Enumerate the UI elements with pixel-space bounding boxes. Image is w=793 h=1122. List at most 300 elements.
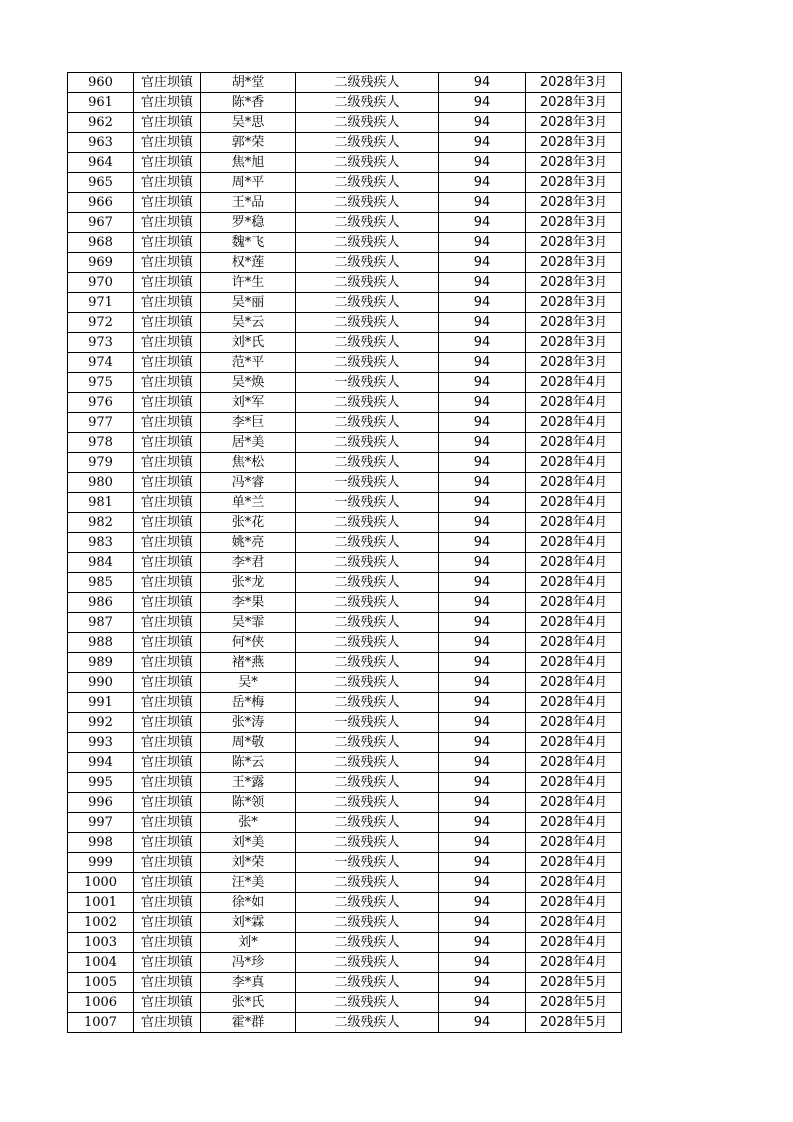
date-cell: 2028年4月 xyxy=(526,573,622,593)
table-row xyxy=(68,833,622,853)
disability-level-cell: 二级残疾人 xyxy=(296,273,439,293)
date-cell: 2028年5月 xyxy=(526,973,622,993)
subsidy-amount-cell: 94 xyxy=(439,753,526,773)
name-cell: 许*生 xyxy=(201,273,296,293)
table-row xyxy=(68,93,622,113)
table-row xyxy=(68,633,622,653)
date-cell: 2028年4月 xyxy=(526,653,622,673)
date-cell: 2028年4月 xyxy=(526,933,622,953)
table-row xyxy=(68,953,622,973)
row-number-cell: 999 xyxy=(68,853,134,873)
disability-level-cell: 二级残疾人 xyxy=(296,973,439,993)
table-row xyxy=(68,693,622,713)
disability-level-cell: 二级残疾人 xyxy=(296,133,439,153)
name-cell: 居*美 xyxy=(201,433,296,453)
date-cell: 2028年3月 xyxy=(526,293,622,313)
row-number-cell: 961 xyxy=(68,93,134,113)
date-cell: 2028年4月 xyxy=(526,413,622,433)
disability-level-cell: 二级残疾人 xyxy=(296,93,439,113)
row-number-cell: 981 xyxy=(68,493,134,513)
subsidy-amount-cell: 94 xyxy=(439,213,526,233)
subsidy-amount-cell: 94 xyxy=(439,173,526,193)
name-cell: 王*露 xyxy=(201,773,296,793)
subsidy-amount-cell: 94 xyxy=(439,693,526,713)
table-row xyxy=(68,733,622,753)
row-number-cell: 963 xyxy=(68,133,134,153)
subsidy-amount-cell: 94 xyxy=(439,193,526,213)
name-cell: 徐*如 xyxy=(201,893,296,913)
name-cell: 吴* xyxy=(201,673,296,693)
subsidy-amount-cell: 94 xyxy=(439,413,526,433)
subsidy-amount-cell: 94 xyxy=(439,473,526,493)
table-row xyxy=(68,1013,622,1033)
table-row xyxy=(68,453,622,473)
subsidy-amount-cell: 94 xyxy=(439,973,526,993)
table-row xyxy=(68,853,622,873)
row-number-cell: 989 xyxy=(68,653,134,673)
township-cell: 官庄坝镇 xyxy=(134,293,201,313)
date-cell: 2028年3月 xyxy=(526,333,622,353)
township-cell: 官庄坝镇 xyxy=(134,413,201,433)
subsidy-amount-cell: 94 xyxy=(439,373,526,393)
table-row xyxy=(68,713,622,733)
township-cell: 官庄坝镇 xyxy=(134,753,201,773)
date-cell: 2028年4月 xyxy=(526,733,622,753)
date-cell: 2028年3月 xyxy=(526,313,622,333)
township-cell: 官庄坝镇 xyxy=(134,713,201,733)
township-cell: 官庄坝镇 xyxy=(134,873,201,893)
disability-level-cell: 一级残疾人 xyxy=(296,493,439,513)
disability-level-cell: 二级残疾人 xyxy=(296,73,439,93)
subsidy-amount-cell: 94 xyxy=(439,353,526,373)
date-cell: 2028年4月 xyxy=(526,853,622,873)
township-cell: 官庄坝镇 xyxy=(134,773,201,793)
date-cell: 2028年4月 xyxy=(526,373,622,393)
disability-level-cell: 二级残疾人 xyxy=(296,153,439,173)
township-cell: 官庄坝镇 xyxy=(134,233,201,253)
row-number-cell: 1004 xyxy=(68,953,134,973)
date-cell: 2028年4月 xyxy=(526,633,622,653)
subsidy-amount-cell: 94 xyxy=(439,113,526,133)
table-row xyxy=(68,373,622,393)
table-row xyxy=(68,533,622,553)
table-row xyxy=(68,393,622,413)
row-number-cell: 962 xyxy=(68,113,134,133)
township-cell: 官庄坝镇 xyxy=(134,353,201,373)
table-row xyxy=(68,933,622,953)
name-cell: 权*莲 xyxy=(201,253,296,273)
name-cell: 褚*燕 xyxy=(201,653,296,673)
date-cell: 2028年4月 xyxy=(526,753,622,773)
date-cell: 2028年4月 xyxy=(526,433,622,453)
row-number-cell: 1006 xyxy=(68,993,134,1013)
date-cell: 2028年4月 xyxy=(526,693,622,713)
date-cell: 2028年4月 xyxy=(526,393,622,413)
name-cell: 汪*美 xyxy=(201,873,296,893)
name-cell: 焦*松 xyxy=(201,453,296,473)
disability-level-cell: 二级残疾人 xyxy=(296,593,439,613)
row-number-cell: 965 xyxy=(68,173,134,193)
subsidy-amount-cell: 94 xyxy=(439,573,526,593)
name-cell: 张*氏 xyxy=(201,993,296,1013)
disability-level-cell: 二级残疾人 xyxy=(296,893,439,913)
table-row xyxy=(68,413,622,433)
row-number-cell: 994 xyxy=(68,753,134,773)
disability-level-cell: 二级残疾人 xyxy=(296,193,439,213)
subsidy-amount-cell: 94 xyxy=(439,713,526,733)
date-cell: 2028年4月 xyxy=(526,713,622,733)
disability-level-cell: 二级残疾人 xyxy=(296,453,439,473)
subsidy-amount-cell: 94 xyxy=(439,293,526,313)
date-cell: 2028年4月 xyxy=(526,473,622,493)
subsidy-table xyxy=(67,72,622,1033)
table-row xyxy=(68,773,622,793)
row-number-cell: 997 xyxy=(68,813,134,833)
township-cell: 官庄坝镇 xyxy=(134,533,201,553)
subsidy-amount-cell: 94 xyxy=(439,813,526,833)
date-cell: 2028年3月 xyxy=(526,173,622,193)
name-cell: 冯*珍 xyxy=(201,953,296,973)
township-cell: 官庄坝镇 xyxy=(134,893,201,913)
disability-level-cell: 二级残疾人 xyxy=(296,733,439,753)
table-row xyxy=(68,433,622,453)
name-cell: 李*果 xyxy=(201,593,296,613)
township-cell: 官庄坝镇 xyxy=(134,593,201,613)
township-cell: 官庄坝镇 xyxy=(134,793,201,813)
row-number-cell: 978 xyxy=(68,433,134,453)
row-number-cell: 990 xyxy=(68,673,134,693)
subsidy-amount-cell: 94 xyxy=(439,273,526,293)
row-number-cell: 960 xyxy=(68,73,134,93)
subsidy-amount-cell: 94 xyxy=(439,913,526,933)
township-cell: 官庄坝镇 xyxy=(134,933,201,953)
table-row xyxy=(68,273,622,293)
date-cell: 2028年3月 xyxy=(526,273,622,293)
table-row xyxy=(68,793,622,813)
disability-level-cell: 二级残疾人 xyxy=(296,693,439,713)
name-cell: 张*龙 xyxy=(201,573,296,593)
date-cell: 2028年4月 xyxy=(526,593,622,613)
table-row xyxy=(68,293,622,313)
table-row xyxy=(68,473,622,493)
row-number-cell: 971 xyxy=(68,293,134,313)
name-cell: 胡*堂 xyxy=(201,73,296,93)
disability-level-cell: 二级残疾人 xyxy=(296,233,439,253)
date-cell: 2028年4月 xyxy=(526,533,622,553)
date-cell: 2028年4月 xyxy=(526,793,622,813)
township-cell: 官庄坝镇 xyxy=(134,453,201,473)
row-number-cell: 972 xyxy=(68,313,134,333)
name-cell: 张*花 xyxy=(201,513,296,533)
township-cell: 官庄坝镇 xyxy=(134,93,201,113)
disability-level-cell: 二级残疾人 xyxy=(296,573,439,593)
township-cell: 官庄坝镇 xyxy=(134,253,201,273)
subsidy-amount-cell: 94 xyxy=(439,873,526,893)
row-number-cell: 987 xyxy=(68,613,134,633)
township-cell: 官庄坝镇 xyxy=(134,973,201,993)
township-cell: 官庄坝镇 xyxy=(134,513,201,533)
row-number-cell: 968 xyxy=(68,233,134,253)
name-cell: 单*兰 xyxy=(201,493,296,513)
row-number-cell: 983 xyxy=(68,533,134,553)
disability-level-cell: 二级残疾人 xyxy=(296,933,439,953)
disability-level-cell: 二级残疾人 xyxy=(296,253,439,273)
disability-level-cell: 二级残疾人 xyxy=(296,313,439,333)
name-cell: 郭*荣 xyxy=(201,133,296,153)
row-number-cell: 992 xyxy=(68,713,134,733)
subsidy-amount-cell: 94 xyxy=(439,433,526,453)
township-cell: 官庄坝镇 xyxy=(134,953,201,973)
subsidy-amount-cell: 94 xyxy=(439,513,526,533)
date-cell: 2028年4月 xyxy=(526,613,622,633)
subsidy-amount-cell: 94 xyxy=(439,993,526,1013)
name-cell: 范*平 xyxy=(201,353,296,373)
township-cell: 官庄坝镇 xyxy=(134,653,201,673)
township-cell: 官庄坝镇 xyxy=(134,153,201,173)
subsidy-amount-cell: 94 xyxy=(439,853,526,873)
disability-level-cell: 二级残疾人 xyxy=(296,613,439,633)
name-cell: 刘*荣 xyxy=(201,853,296,873)
row-number-cell: 1002 xyxy=(68,913,134,933)
table-row xyxy=(68,213,622,233)
name-cell: 刘*霖 xyxy=(201,913,296,933)
township-cell: 官庄坝镇 xyxy=(134,633,201,653)
name-cell: 吴*丽 xyxy=(201,293,296,313)
row-number-cell: 982 xyxy=(68,513,134,533)
row-number-cell: 984 xyxy=(68,553,134,573)
name-cell: 王*品 xyxy=(201,193,296,213)
subsidy-amount-cell: 94 xyxy=(439,493,526,513)
table-row xyxy=(68,573,622,593)
name-cell: 吴*焕 xyxy=(201,373,296,393)
disability-level-cell: 二级残疾人 xyxy=(296,293,439,313)
date-cell: 2028年3月 xyxy=(526,353,622,373)
name-cell: 刘*美 xyxy=(201,833,296,853)
township-cell: 官庄坝镇 xyxy=(134,173,201,193)
subsidy-amount-cell: 94 xyxy=(439,453,526,473)
row-number-cell: 974 xyxy=(68,353,134,373)
disability-level-cell: 二级残疾人 xyxy=(296,413,439,433)
subsidy-amount-cell: 94 xyxy=(439,653,526,673)
date-cell: 2028年4月 xyxy=(526,673,622,693)
name-cell: 周*平 xyxy=(201,173,296,193)
date-cell: 2028年4月 xyxy=(526,833,622,853)
township-cell: 官庄坝镇 xyxy=(134,833,201,853)
subsidy-amount-cell: 94 xyxy=(439,933,526,953)
table-row xyxy=(68,993,622,1013)
township-cell: 官庄坝镇 xyxy=(134,393,201,413)
name-cell: 吴*云 xyxy=(201,313,296,333)
table-row xyxy=(68,813,622,833)
disability-level-cell: 一级残疾人 xyxy=(296,473,439,493)
name-cell: 张* xyxy=(201,813,296,833)
row-number-cell: 976 xyxy=(68,393,134,413)
subsidy-amount-cell: 94 xyxy=(439,233,526,253)
row-number-cell: 966 xyxy=(68,193,134,213)
date-cell: 2028年3月 xyxy=(526,253,622,273)
table-row xyxy=(68,593,622,613)
township-cell: 官庄坝镇 xyxy=(134,573,201,593)
disability-level-cell: 二级残疾人 xyxy=(296,213,439,233)
name-cell: 陈*香 xyxy=(201,93,296,113)
name-cell: 陈*领 xyxy=(201,793,296,813)
township-cell: 官庄坝镇 xyxy=(134,433,201,453)
subsidy-amount-cell: 94 xyxy=(439,673,526,693)
row-number-cell: 995 xyxy=(68,773,134,793)
name-cell: 岳*梅 xyxy=(201,693,296,713)
township-cell: 官庄坝镇 xyxy=(134,373,201,393)
row-number-cell: 964 xyxy=(68,153,134,173)
row-number-cell: 979 xyxy=(68,453,134,473)
row-number-cell: 998 xyxy=(68,833,134,853)
disability-level-cell: 一级残疾人 xyxy=(296,853,439,873)
disability-level-cell: 二级残疾人 xyxy=(296,513,439,533)
name-cell: 陈*云 xyxy=(201,753,296,773)
date-cell: 2028年4月 xyxy=(526,893,622,913)
table-row xyxy=(68,653,622,673)
disability-level-cell: 二级残疾人 xyxy=(296,553,439,573)
disability-level-cell: 二级残疾人 xyxy=(296,633,439,653)
row-number-cell: 991 xyxy=(68,693,134,713)
row-number-cell: 973 xyxy=(68,333,134,353)
table-row xyxy=(68,553,622,573)
disability-level-cell: 二级残疾人 xyxy=(296,813,439,833)
row-number-cell: 1001 xyxy=(68,893,134,913)
row-number-cell: 967 xyxy=(68,213,134,233)
township-cell: 官庄坝镇 xyxy=(134,853,201,873)
table-row xyxy=(68,133,622,153)
row-number-cell: 970 xyxy=(68,273,134,293)
subsidy-amount-cell: 94 xyxy=(439,153,526,173)
row-number-cell: 977 xyxy=(68,413,134,433)
date-cell: 2028年3月 xyxy=(526,113,622,133)
table-row xyxy=(68,153,622,173)
subsidy-amount-cell: 94 xyxy=(439,793,526,813)
name-cell: 李*巨 xyxy=(201,413,296,433)
table-row xyxy=(68,233,622,253)
township-cell: 官庄坝镇 xyxy=(134,273,201,293)
name-cell: 李*君 xyxy=(201,553,296,573)
row-number-cell: 975 xyxy=(68,373,134,393)
township-cell: 官庄坝镇 xyxy=(134,733,201,753)
date-cell: 2028年4月 xyxy=(526,813,622,833)
disability-level-cell: 二级残疾人 xyxy=(296,353,439,373)
township-cell: 官庄坝镇 xyxy=(134,613,201,633)
subsidy-amount-cell: 94 xyxy=(439,253,526,273)
subsidy-amount-cell: 94 xyxy=(439,833,526,853)
disability-level-cell: 一级残疾人 xyxy=(296,713,439,733)
name-cell: 魏*飞 xyxy=(201,233,296,253)
table-row xyxy=(68,173,622,193)
table-row xyxy=(68,253,622,273)
name-cell: 何*侠 xyxy=(201,633,296,653)
subsidy-amount-cell: 94 xyxy=(439,733,526,753)
row-number-cell: 988 xyxy=(68,633,134,653)
subsidy-amount-cell: 94 xyxy=(439,393,526,413)
table-row xyxy=(68,753,622,773)
name-cell: 姚*亮 xyxy=(201,533,296,553)
name-cell: 刘* xyxy=(201,933,296,953)
date-cell: 2028年5月 xyxy=(526,1013,622,1033)
row-number-cell: 993 xyxy=(68,733,134,753)
township-cell: 官庄坝镇 xyxy=(134,333,201,353)
row-number-cell: 1000 xyxy=(68,873,134,893)
date-cell: 2028年4月 xyxy=(526,773,622,793)
subsidy-amount-cell: 94 xyxy=(439,553,526,573)
name-cell: 吴*霏 xyxy=(201,613,296,633)
table-body xyxy=(68,73,622,1033)
row-number-cell: 969 xyxy=(68,253,134,273)
table-row xyxy=(68,673,622,693)
township-cell: 官庄坝镇 xyxy=(134,113,201,133)
date-cell: 2028年4月 xyxy=(526,553,622,573)
township-cell: 官庄坝镇 xyxy=(134,813,201,833)
date-cell: 2028年3月 xyxy=(526,233,622,253)
name-cell: 刘*军 xyxy=(201,393,296,413)
subsidy-amount-cell: 94 xyxy=(439,633,526,653)
disability-level-cell: 二级残疾人 xyxy=(296,993,439,1013)
table-row xyxy=(68,493,622,513)
name-cell: 霍*群 xyxy=(201,1013,296,1033)
date-cell: 2028年4月 xyxy=(526,913,622,933)
disability-level-cell: 二级残疾人 xyxy=(296,533,439,553)
disability-level-cell: 二级残疾人 xyxy=(296,833,439,853)
disability-level-cell: 一级残疾人 xyxy=(296,373,439,393)
subsidy-amount-cell: 94 xyxy=(439,593,526,613)
date-cell: 2028年4月 xyxy=(526,513,622,533)
disability-level-cell: 二级残疾人 xyxy=(296,393,439,413)
subsidy-amount-cell: 94 xyxy=(439,313,526,333)
disability-level-cell: 二级残疾人 xyxy=(296,433,439,453)
table-row xyxy=(68,193,622,213)
row-number-cell: 1003 xyxy=(68,933,134,953)
disability-level-cell: 二级残疾人 xyxy=(296,1013,439,1033)
disability-level-cell: 二级残疾人 xyxy=(296,913,439,933)
date-cell: 2028年3月 xyxy=(526,93,622,113)
name-cell: 刘*氏 xyxy=(201,333,296,353)
subsidy-amount-cell: 94 xyxy=(439,73,526,93)
table-row xyxy=(68,333,622,353)
township-cell: 官庄坝镇 xyxy=(134,1013,201,1033)
disability-level-cell: 二级残疾人 xyxy=(296,753,439,773)
township-cell: 官庄坝镇 xyxy=(134,193,201,213)
table-row xyxy=(68,313,622,333)
table-row xyxy=(68,513,622,533)
disability-level-cell: 二级残疾人 xyxy=(296,653,439,673)
table-row xyxy=(68,353,622,373)
disability-level-cell: 二级残疾人 xyxy=(296,773,439,793)
township-cell: 官庄坝镇 xyxy=(134,993,201,1013)
table-row xyxy=(68,113,622,133)
date-cell: 2028年3月 xyxy=(526,133,622,153)
township-cell: 官庄坝镇 xyxy=(134,673,201,693)
name-cell: 焦*旭 xyxy=(201,153,296,173)
table-row xyxy=(68,893,622,913)
row-number-cell: 985 xyxy=(68,573,134,593)
name-cell: 周*敬 xyxy=(201,733,296,753)
table-row xyxy=(68,913,622,933)
name-cell: 吴*思 xyxy=(201,113,296,133)
date-cell: 2028年4月 xyxy=(526,873,622,893)
name-cell: 罗*稳 xyxy=(201,213,296,233)
table-row xyxy=(68,873,622,893)
row-number-cell: 1005 xyxy=(68,973,134,993)
date-cell: 2028年3月 xyxy=(526,73,622,93)
name-cell: 李*真 xyxy=(201,973,296,993)
date-cell: 2028年4月 xyxy=(526,953,622,973)
disability-level-cell: 二级残疾人 xyxy=(296,673,439,693)
subsidy-amount-cell: 94 xyxy=(439,133,526,153)
